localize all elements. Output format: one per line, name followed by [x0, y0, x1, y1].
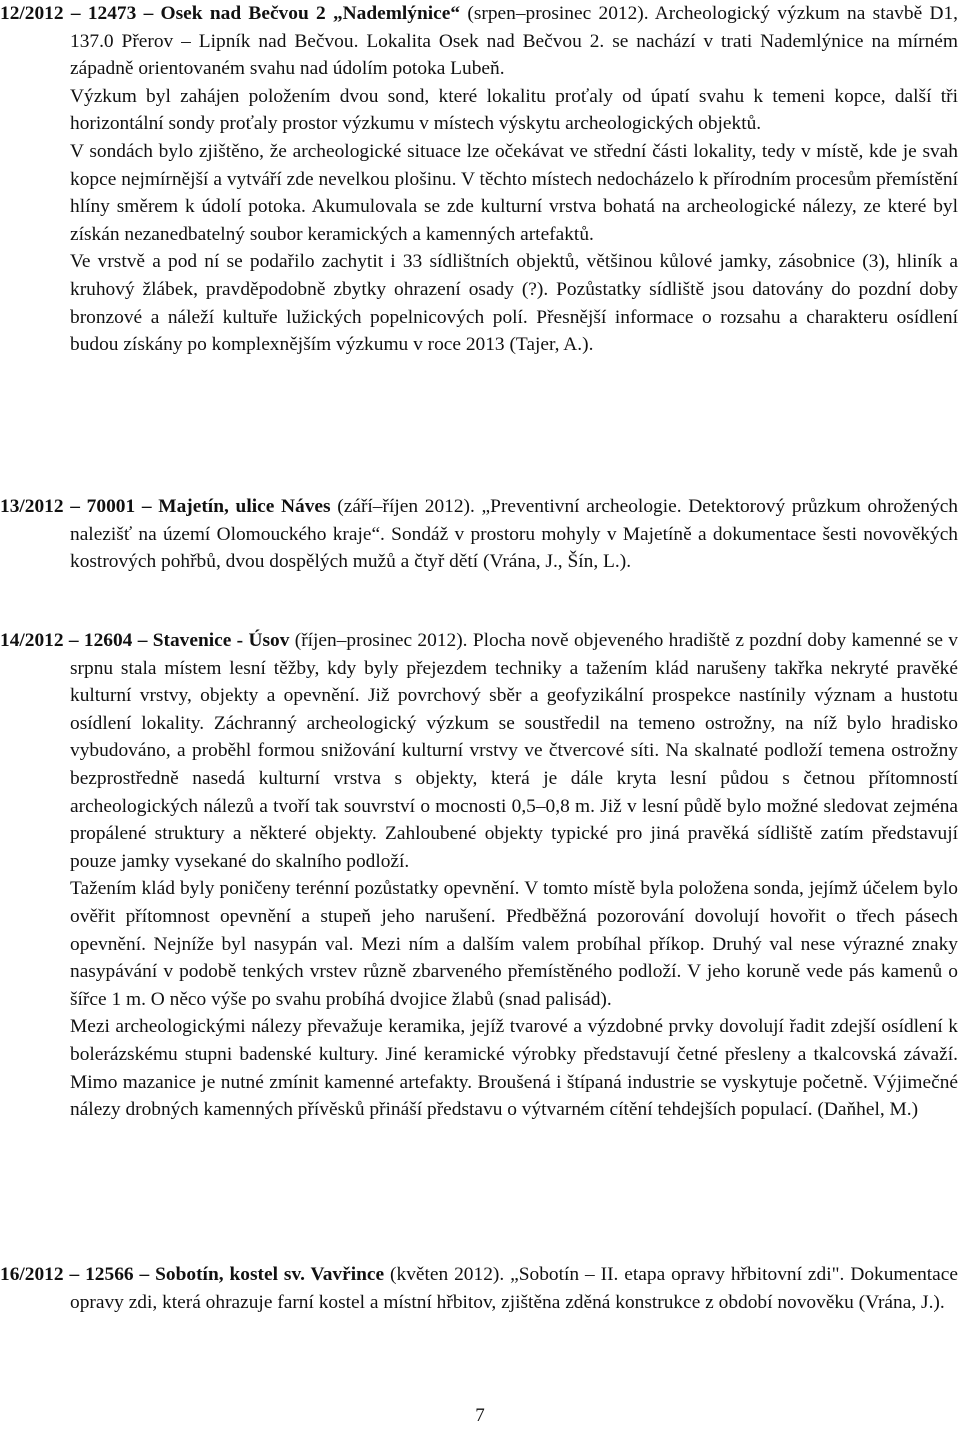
- entry-paragraph: V sondách bylo zjištěno, že archeologické situace lze očekávat ve střední části lokality, tedy v místě, kde je svah kopce nejmírnější a vytváří zde nevelkou plošinu. V těchto místech nedocházelo k přírodním procesům přemístění hlíny směrem k údolí potoka. Akumulovala se zde kulturní vrstva bohatá na archeologické nálezy, ze které byl získán nezanedbatelný soubor keramických a kamenných artefaktů.: [70, 140, 958, 245]
- entry-intro: (květen 2012). „Sobotín – II. etapa opravy hřbitovní zdi". Dokumentace opravy zdi, která ohrazuje farní kostel a místní hřbitov, zjištěna zděná konstrukce z období novověku (Vrána, J.).: [70, 1264, 958, 1313]
- entry-paragraph: Ve vrstvě a pod ní se podařilo zachytit i 33 sídlištních objektů, většinou kůlové jamky, zásobnice (3), hliník a kruhový žlábek, pravděpodobně zbytky ohrazení osady (?). Pozůstatky sídliště jsou datovány do pozdní doby bronzové a náleží kultuře lužických popelnicových polí. Přesnější informace o rozsahu a charakteru osídlení budou získány po komplexnějším výzkumu v roce 2013 (Tajer, A.).: [70, 251, 958, 356]
- entry-header: 16/2012 – 12566 – Sobotín, kostel sv. Vavřince: [0, 1264, 385, 1285]
- entry-first-paragraph: [0, 493, 958, 576]
- entry-header: 12/2012 – 12473 – Osek nad Bečvou 2 „Nademlýnice“: [0, 3, 461, 24]
- entry-paragraph: Tažením klád byly poničeny terénní pozůstatky opevnění. V tomto místě byla položena sonda, jejímž účelem bylo ověřit přítomnost opevnění a stupeň jeho narušení. Předběžná pozorování dovolují hovořit o třech pásech opevnění. Nejníže byl nasypán val. Mezi ním a dalším valem probíhal příkop. Druhý val nese výrazné znaky nasypávání v podobě tenkých vrstev různě zbarveného přemístěného podloží. V jeho koruně vede pás kamenů o šířce 1 m. O něco výše po svahu probíhá dvojice žlabů (snad palisád).: [70, 878, 958, 1010]
- entry-intro: (říjen–prosinec 2012). Plocha nově objeveného hradiště z pozdní doby kamenné se v srpnu stala místem lesní těžby, kdy byly přejezdem techniky a tažením klád narušeny takřka nekryté pravěké kulturní vrstvy, objekty a opevnění. Již povrchový sběr a geofyzikální prospekce nastínily význam a hustotu osídlení lokality. Záchranný archeologický výzkum se soustředil na temeno ostrožny, na níž bylo hradisko vybudováno, a proběhl formou snižování kulturní vrstvy ve čtvercové síti. Na skalnaté podloží temena ostrožny bezprostředně nasedá kulturní vrstva s objekty, která je dále kryta lesní půdou s četnou přítomností archeologických nálezů a tvoří tak souvrství o mocnosti 0,5–0,8 m. Již v lesní půdě bylo možné sledovat zejména propálené struktury a některé objekty. Zahloubené objekty typické pro jiná pravěká sídliště zatím představují pouze jamky vysekané do skalního podloží.: [70, 630, 958, 872]
- entry-header: 13/2012 – 70001 – Majetín, ulice Náves: [0, 496, 331, 517]
- entry-12-2012: [0, 0, 958, 359]
- entry-first-paragraph: [0, 627, 958, 875]
- entry-first-paragraph: [0, 0, 958, 83]
- entry-paragraph: Výzkum byl zahájen položením dvou sond, které lokalitu proťaly od úpatí svahu k temeni kopce, další tři horizontální sondy proťaly prostor výzkumu v místech výskytu archeologických objektů.: [70, 85, 958, 135]
- entry-first-paragraph: [0, 1261, 958, 1316]
- entry-intro: (září–říjen 2012). „Preventivní archeologie. Detektorový průzkum ohrožených nalezišť na území Olomouckého kraje“. Sondáž v prostoru mohyly v Majetíně a dokumentace šesti novověkých kostrových pohřbů, dvou dospělých mužů a čtyř dětí (Vrána, J., Šín, L.).: [70, 496, 958, 573]
- entry-14-2012: [0, 627, 958, 1124]
- entry-paragraph: Mezi archeologickými nálezy převažuje keramika, jejíž tvarové a výzdobné prvky dovolují řadit zdejší osídlení k bolerázskému stupni badenské kultury. Jiné keramické výrobky představují četné přesleny a tkalcovská závaží. Mimo mazanice je nutné zmínit kamenné artefakty. Broušená i štípaná industrie se vyskytuje početně. Výjimečné nálezy drobných kamenných přívěsků přináší představu o výtvarném cítění tehdejších populací. (Daňhel, M.): [70, 1016, 958, 1121]
- entry-16-2012: [0, 1261, 958, 1316]
- entry-intro: (srpen–prosinec 2012). Archeologický výzkum na stavbě D1, 137.0 Přerov – Lipník nad Bečvou. Lokalita Osek nad Bečvou 2. se nachází v trati Nademlýnice na mírném západně orientovaném svahu nad údolím potoka Lubeň.: [70, 3, 959, 80]
- entry-13-2012: [0, 493, 958, 576]
- entry-header: 14/2012 – 12604 – Stavenice - Úsov: [0, 630, 290, 651]
- page-number: 7: [475, 1405, 485, 1426]
